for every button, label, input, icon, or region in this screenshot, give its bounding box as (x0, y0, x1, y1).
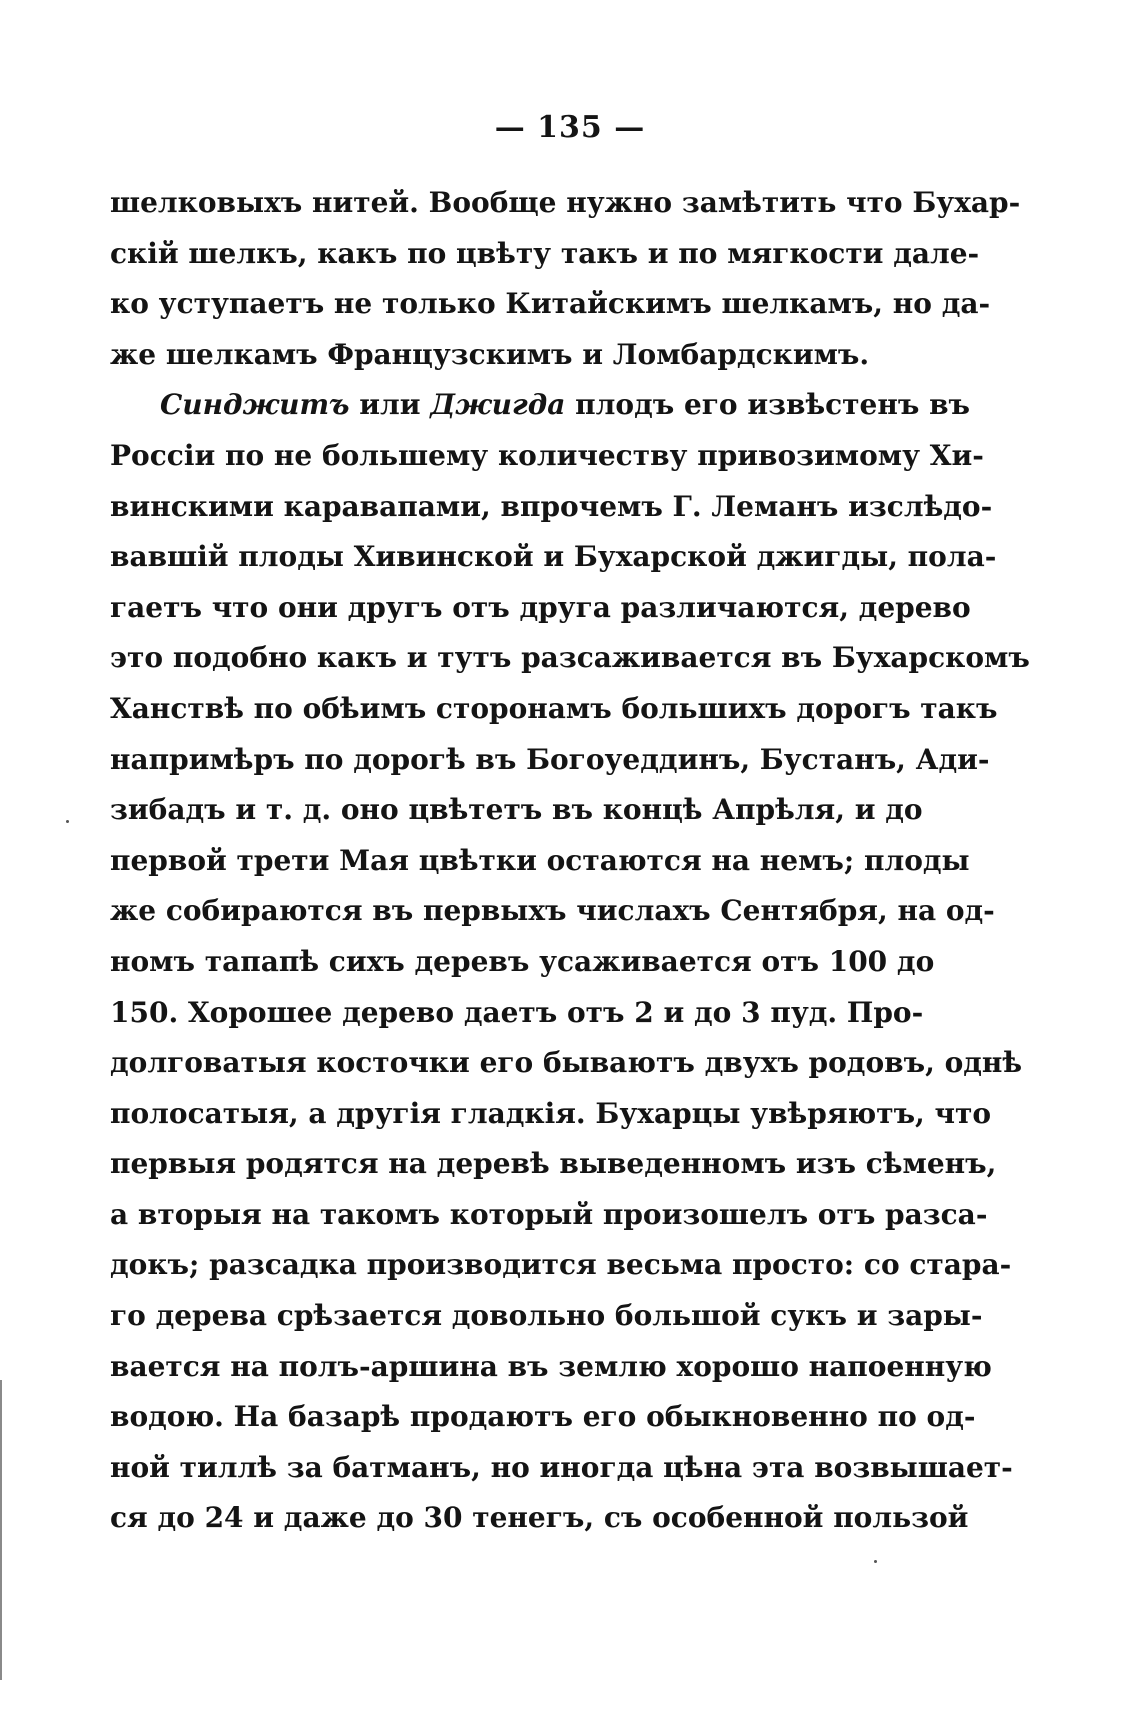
text-line: винскими каравапами, впрочемъ Г. Леманъ изслѣдо- (110, 489, 993, 523)
text-line: полосатыя, а другія гладкія. Бухарцы увѣряютъ, что (110, 1096, 992, 1130)
scan-speck (66, 820, 69, 823)
text-line: вавшій плоды Хивинской и Бухарской джигды, пола- (110, 540, 997, 574)
text-line: зибадъ и т. д. оно цвѣтетъ въ концѣ Апрѣля, и до (110, 793, 923, 827)
connector-word: или (359, 388, 421, 422)
page-number: — 135 — (494, 110, 646, 145)
body-text (110, 178, 1030, 1544)
scan-binding-edge (0, 1380, 2, 1680)
text-line: первыя родятся на деревѣ выведенномъ изъ сѣменъ, (110, 1147, 997, 1181)
text-line: гаетъ что они другъ отъ друга различаются, дерево (110, 590, 971, 624)
text-line: скій шелкъ, какъ по цвѣту такъ и по мягкости дале- (110, 236, 980, 270)
scan-speck (874, 1560, 877, 1563)
text-line: номъ тапапѣ сихъ деревъ усаживается отъ 100 до (110, 944, 935, 978)
text-line: а вторыя на такомъ который произошелъ отъ разса- (110, 1197, 988, 1231)
text-line: ной тиллѣ за батманъ, но иногда цѣна эта возвышает- (110, 1450, 1013, 1484)
text-line: ко уступаетъ не только Китайскимъ шелкамъ, но да- (110, 287, 991, 321)
text-line: Ханствѣ по обѣимъ сторонамъ большихъ дорогъ такъ (110, 691, 998, 725)
text-line: ся до 24 и даже до 30 тенегъ, съ особенной пользой (110, 1501, 969, 1535)
text-line: же шелкамъ Французскимъ и Ломбардскимъ. (110, 337, 870, 371)
text-line: докъ; разсадка производится весьма просто: со стара- (110, 1248, 1012, 1282)
text-line: напримѣръ по дорогѣ въ Богоуеддинъ, Бустанъ, Ади- (110, 742, 990, 776)
paragraph-silk (110, 178, 1021, 380)
term-dzhigda: Джигда (430, 388, 566, 422)
text-line-first (110, 380, 970, 431)
text-line: это подобно какъ и тутъ разсаживается въ Бухарскомъ (110, 641, 1030, 675)
text-line: первой трети Мая цвѣтки остаются на немъ; плоды (110, 843, 970, 877)
text-line: Россіи по не большему количеству привозимому Хи- (110, 438, 984, 472)
text-line: долговатыя косточки его бываютъ двухъ родовъ, однѣ (110, 1046, 1023, 1080)
text-line: вается на полъ-аршина въ землю хорошо напоенную (110, 1349, 992, 1383)
text-line: 150. Хорошее дерево даетъ отъ 2 и до 3 пуд. Про- (110, 995, 924, 1029)
first-line-rest: плодъ его извѣстенъ въ (575, 388, 970, 422)
term-sindzhit: Синджитъ (160, 388, 350, 422)
text-line: го дерева срѣзается довольно большой сукъ и зары- (110, 1299, 983, 1333)
text-line: шелковыхъ нитей. Вообще нужно замѣтить что Бухар- (110, 186, 1021, 219)
paragraph-sindzhit (110, 380, 1030, 1544)
text-line: же собираются въ первыхъ числахъ Сентября, на од- (110, 894, 995, 928)
text-line: водою. На базарѣ продаютъ его обыкновенно по од- (110, 1400, 976, 1434)
